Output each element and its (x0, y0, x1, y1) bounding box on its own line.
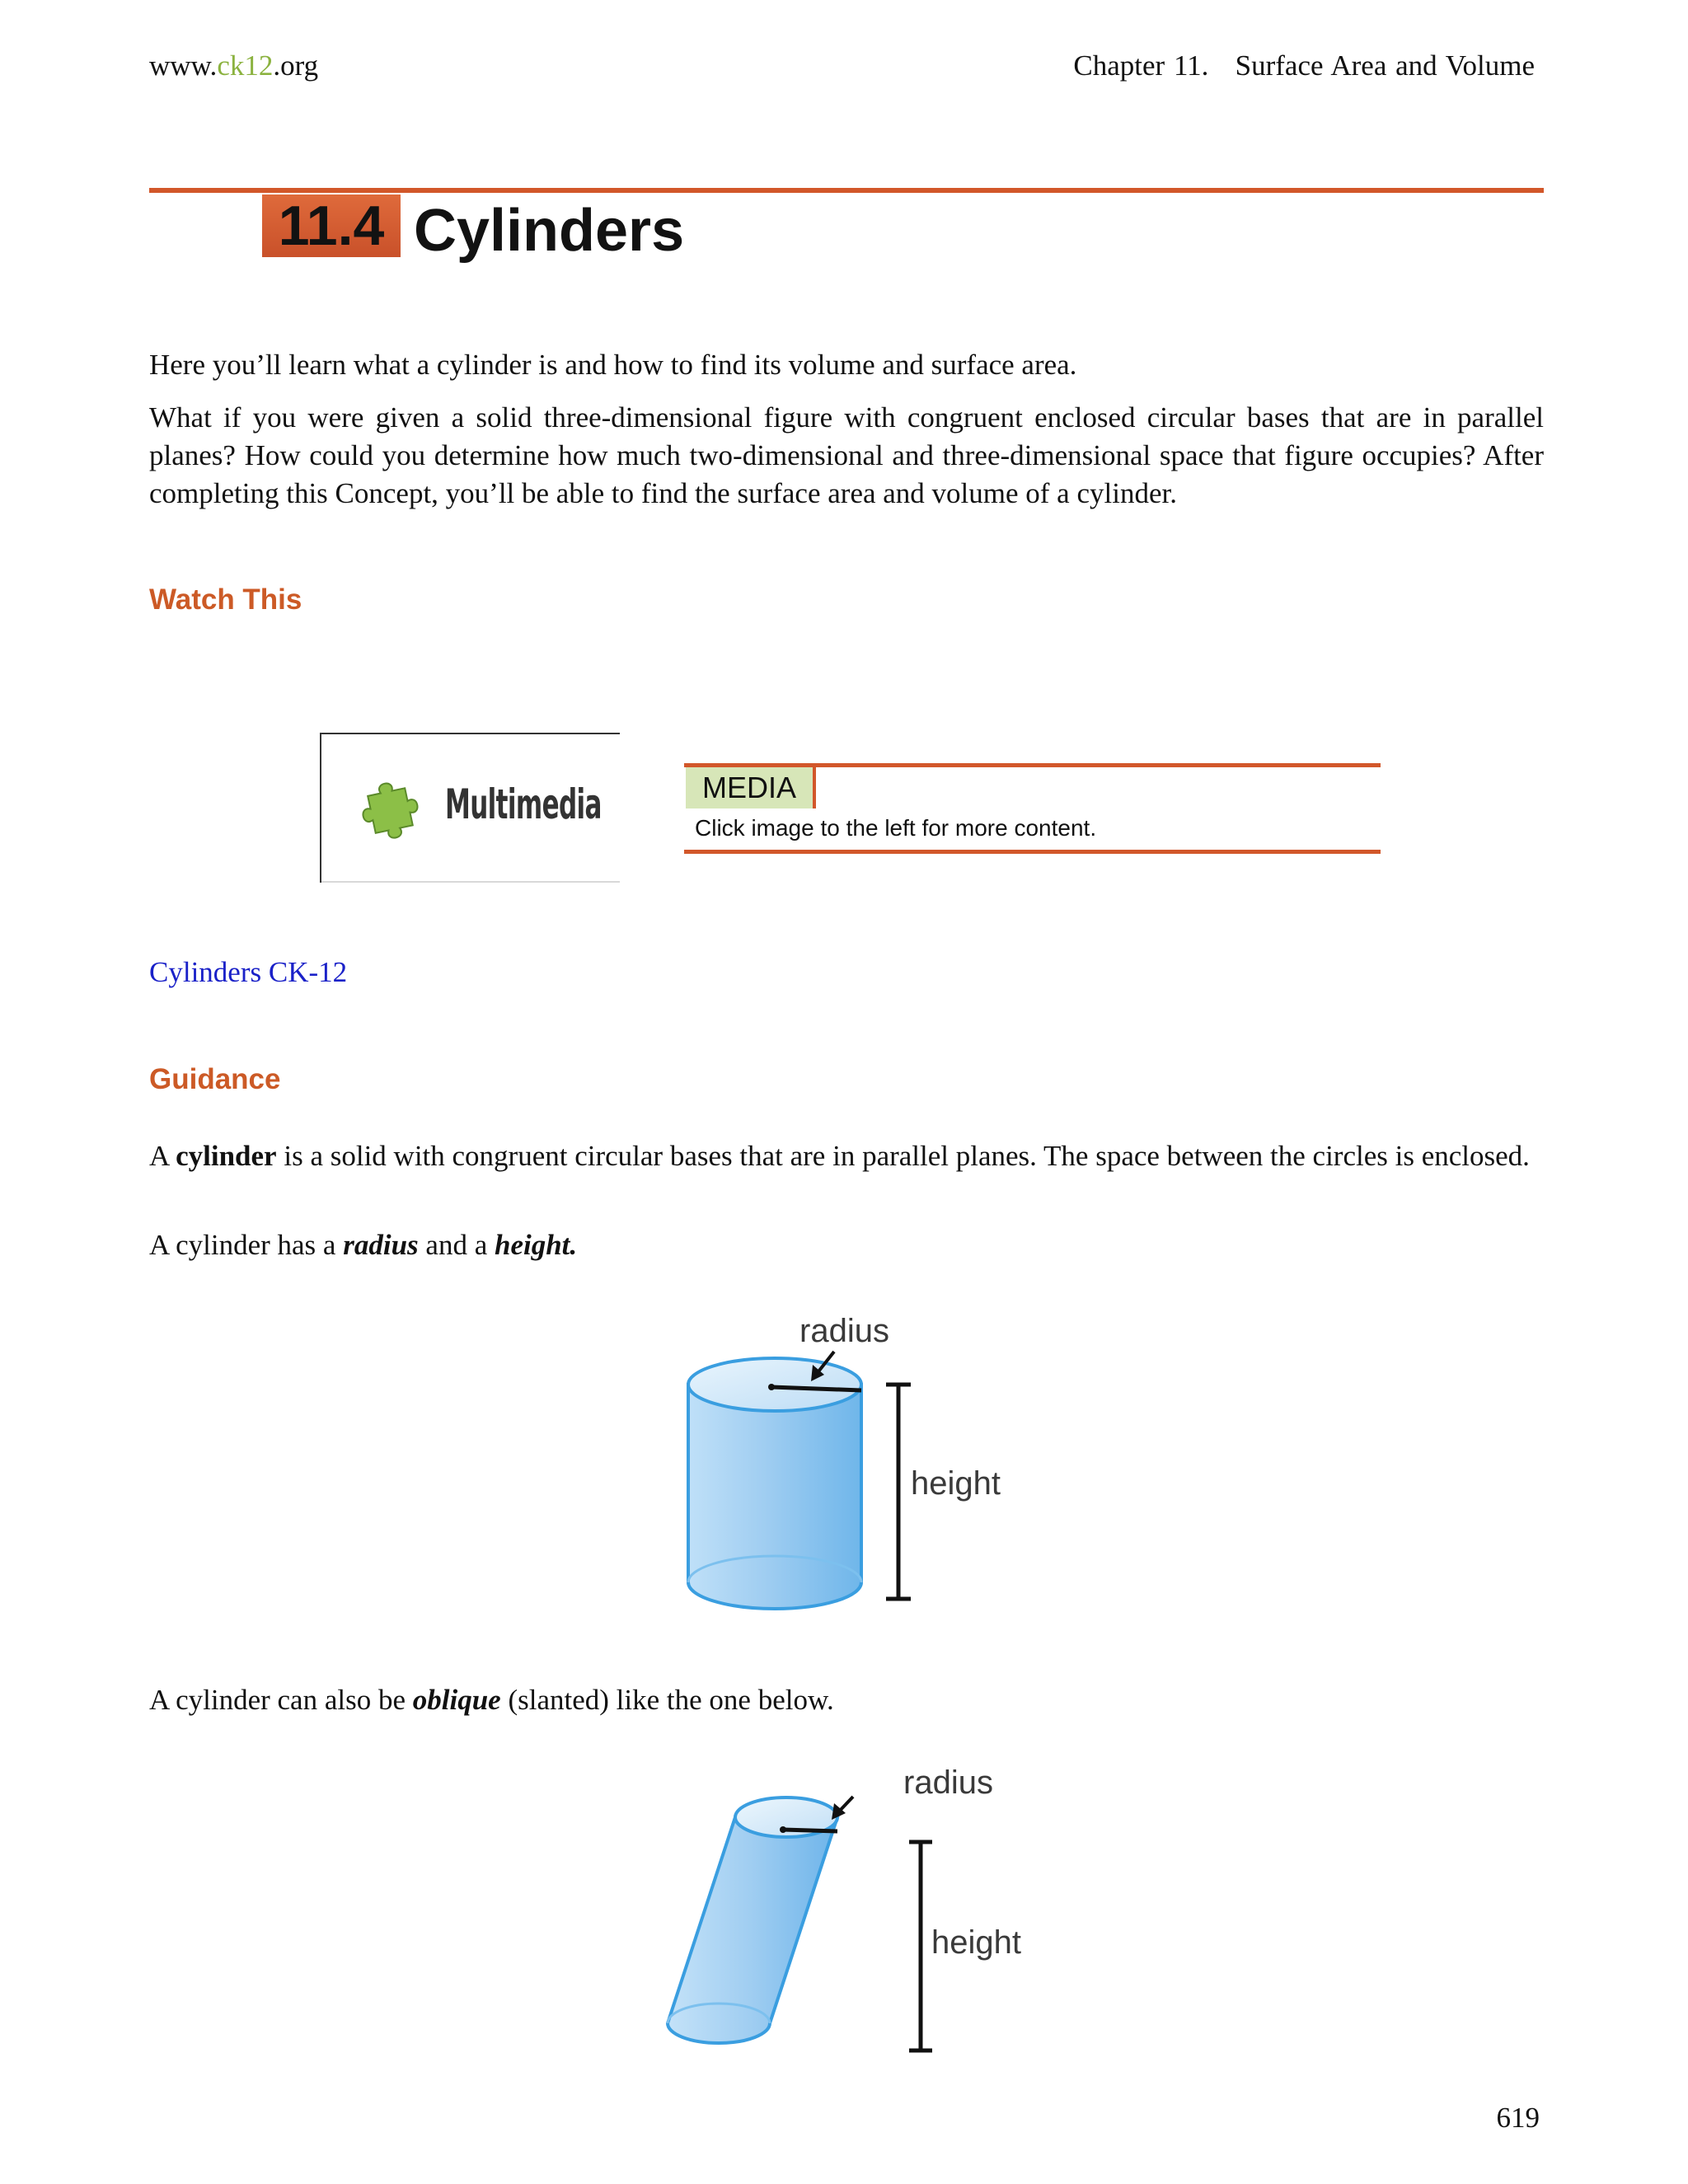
guidance-oblique: A cylinder can also be oblique (slanted) like the one below. (149, 1684, 834, 1716)
site-num: 12 (244, 49, 274, 82)
puzzle-piece-icon[interactable] (359, 775, 425, 842)
guidance-definition: A cylinder is a solid with congruent circular bases that are in parallel planes. The space between the circles is enclosed. (149, 1140, 1530, 1172)
right-cylinder-figure (659, 1310, 1039, 1615)
term-height: height. (494, 1229, 578, 1261)
intro-question: What if you were given a solid three-dimensional figure with congruent enclosed circular bases that are in parallel planes? How could you determine how much two-dimensional and three-dimensional space that figure occupies? After completing this Concept, you’ll be able to find the surface area and volume of a cylinder. (149, 401, 1544, 509)
section-title: Cylinders (414, 198, 685, 264)
thumbnail-shadow (321, 881, 620, 883)
section-number: 11.4 (262, 194, 401, 257)
cylinder-body (688, 1385, 861, 1609)
guidance-heading: Guidance (149, 1063, 281, 1095)
multimedia-label[interactable]: Multimedia (445, 780, 602, 828)
term-oblique: oblique (412, 1684, 501, 1716)
watch-heading: Watch This (149, 583, 302, 616)
site-ck: ck (217, 49, 245, 82)
media-rule-bottom (684, 850, 1381, 854)
page-number: 619 (1496, 2102, 1540, 2134)
term-cylinder: cylinder (176, 1140, 277, 1172)
chapter-heading: Chapter 11. Surface Area and Volume (1073, 49, 1535, 82)
guidance-radius-height: A cylinder has a radius and a height. (149, 1229, 578, 1261)
site-url: www.ck12.org (149, 49, 319, 82)
video-link[interactable]: Cylinders CK-12 (149, 956, 348, 988)
height-label: height (911, 1465, 1001, 1502)
title-rule (149, 188, 1544, 193)
oblique-height-label: height (931, 1924, 1021, 1961)
radius-label: radius (799, 1313, 889, 1349)
media-tag: MEDIA (686, 767, 816, 808)
oblique-radius-label: radius (903, 1765, 993, 1801)
oblique-radius-segment (783, 1830, 837, 1831)
term-radius: radius (343, 1229, 419, 1261)
oblique-cylinder-figure (651, 1764, 1047, 2060)
cylinder-top-base (688, 1358, 861, 1411)
media-note: Click image to the left for more content. (695, 815, 1097, 841)
intro-summary: Here you’ll learn what a cylinder is and how to find its volume and surface area. (149, 349, 1077, 381)
